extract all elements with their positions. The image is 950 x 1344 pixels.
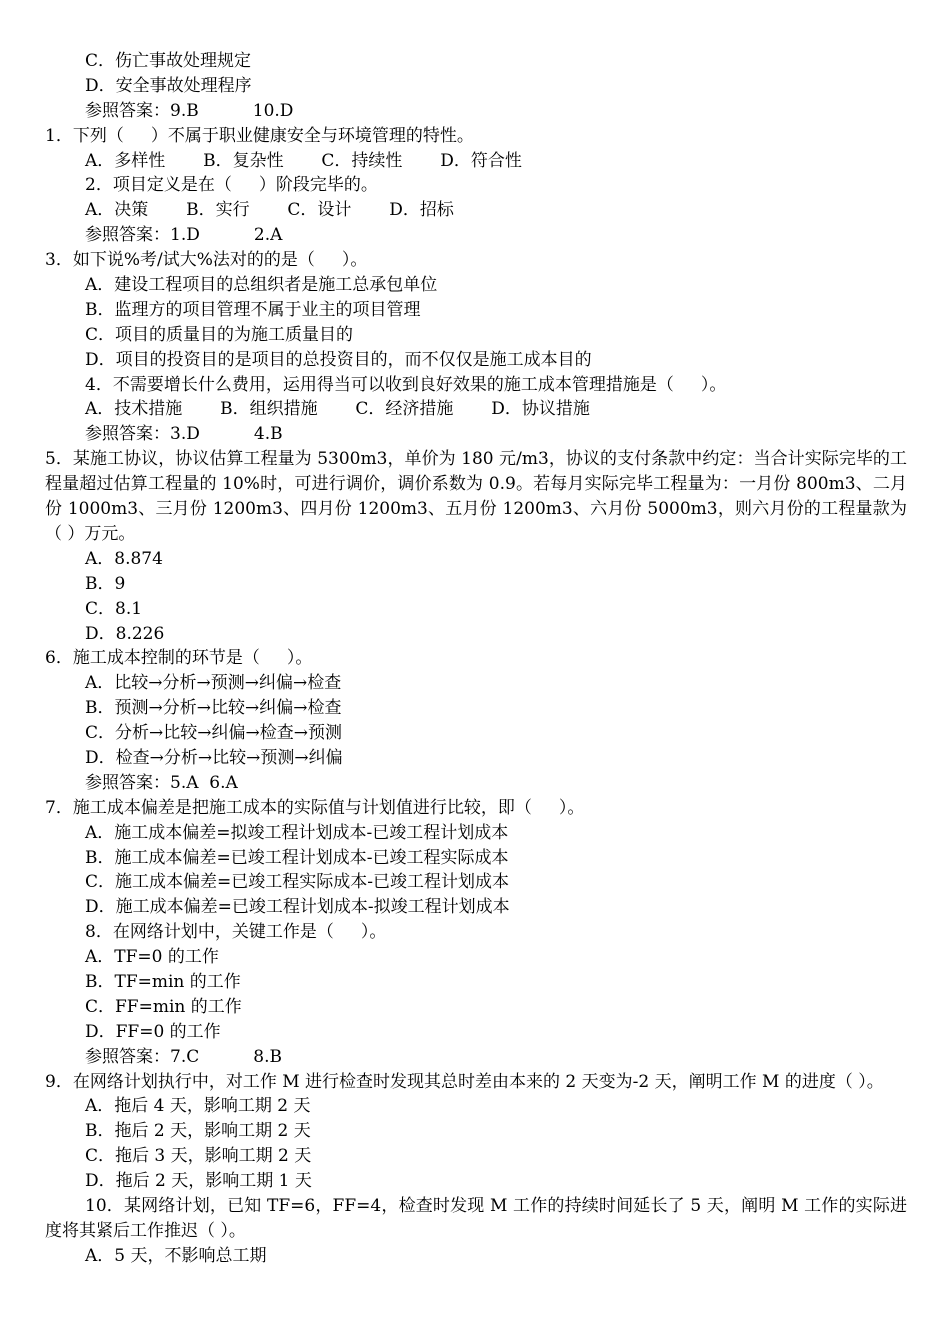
text-line: C．分析→比较→纠偏→检查→预测 [85,723,342,744]
text-line: C．施工成本偏差=已竣工程实际成本-已竣工程计划成本 [85,872,509,893]
text-line: 4．不需要增长什么费用，运用得当可以收到良好效果的施工成本管理措施是（ ）。 [85,374,727,395]
question-paragraph: 10．某网络计划，已知 TF=6，FF=4，检查时发现 M 工作的持续时间延长了 5 天，阐明 M 工作的实际进度将其紧后工作推迟（ ）。 [45,1196,907,1241]
text-line: 参照答案：5.A 6.A [85,772,238,793]
question-paragraph: 5．某施工协议，协议估算工程量为 5300m3，单价为 180 元/m3，协议的支付条款中约定：当合计实际完毕的工程量超过估算工程量的 10%时，可进行调价，调价系数为 0.9。若每月实际完毕工程量为：一月份 800m3、二月份 1000m3、三月份 1200m3、四月份 1200m3、五月份 1200m3、六月份 5000m3，则六月份的工程量款为（ ）万元。 [45,449,907,544]
question-paragraph: 9．在网络计划执行中，对工作 M 进行检查时发现其总时差由本来的 2 天变为-2 天，阐明工作 M 的进度（ ）。 [45,1071,884,1092]
text-line: B．9 [85,573,126,594]
text-line: C．8.1 [85,598,143,619]
text-line: 8．在网络计划中，关键工作是（ ）。 [85,922,387,943]
text-line: A．拖后 4 天，影响工期 2 天 [85,1096,311,1117]
text-line: A．施工成本偏差=拟竣工程计划成本-已竣工程计划成本 [85,822,509,843]
text-line: C．项目的质量目的为施工质量目的 [85,324,354,345]
text-line: 2．项目定义是在（ ）阶段完毕的。 [85,175,378,196]
text-line: 7．施工成本偏差是把施工成本的实际值与计划值进行比较，即（ ）。 [45,797,585,818]
text-line: 参照答案：7.C 8.B [85,1046,282,1067]
text-line: 3．如下说%考/试大%法对的的是（ ）。 [45,250,368,271]
text-line: B．施工成本偏差=已竣工程计划成本-已竣工程实际成本 [85,847,509,868]
text-line: C．拖后 3 天，影响工期 2 天 [85,1146,312,1167]
document-body [45,49,907,1269]
text-line: 6．施工成本控制的环节是（ ）。 [45,648,313,669]
text-line: A．决策 B．实行 C．设计 D．招标 [85,200,454,221]
text-line: C．FF=min 的工作 [85,996,242,1017]
text-line: D．FF=0 的工作 [85,1021,221,1042]
text-line: 参照答案：9.B 10.D [85,100,294,121]
text-line: A．建设工程项目的总组织者是施工总承包单位 [85,275,438,296]
text-line: D．拖后 2 天，影响工期 1 天 [85,1171,312,1192]
text-line: D．安全事故处理程序 [85,75,252,96]
text-line: A．8.874 [85,548,163,569]
text-line: D．施工成本偏差=已竣工程计划成本-拟竣工程计划成本 [85,897,510,918]
text-line: 参照答案：3.D 4.B [85,424,283,445]
text-line: A．比较→分析→预测→纠偏→检查 [85,673,342,694]
text-line: C．伤亡事故处理规定 [85,51,252,71]
text-line: D．8.226 [85,623,165,644]
text-line: 1．下列（ ）不属于职业健康安全与环境管理的特性。 [45,125,474,146]
text-line: 参照答案：1.D 2.A [85,225,283,246]
text-line: B．TF=min 的工作 [85,972,241,993]
text-line: A．技术措施 B．组织措施 C．经济措施 D．协议措施 [85,399,590,420]
text-line: A．5 天，不影响总工期 [85,1245,267,1266]
text-line: B．拖后 2 天，影响工期 2 天 [85,1121,311,1142]
text-line: B．预测→分析→比较→纠偏→检查 [85,698,342,719]
text-line: A．TF=0 的工作 [85,947,219,968]
text-line: D．项目的投资目的是项目的总投资目的，而不仅仅是施工成本目的 [85,349,592,370]
text-line: A．多样性 B．复杂性 C．持续性 D．符合性 [85,150,522,171]
text-line: D．检查→分析→比较→预测→纠偏 [85,748,343,768]
text-line: B．监理方的项目管理不属于业主的项目管理 [85,299,421,320]
